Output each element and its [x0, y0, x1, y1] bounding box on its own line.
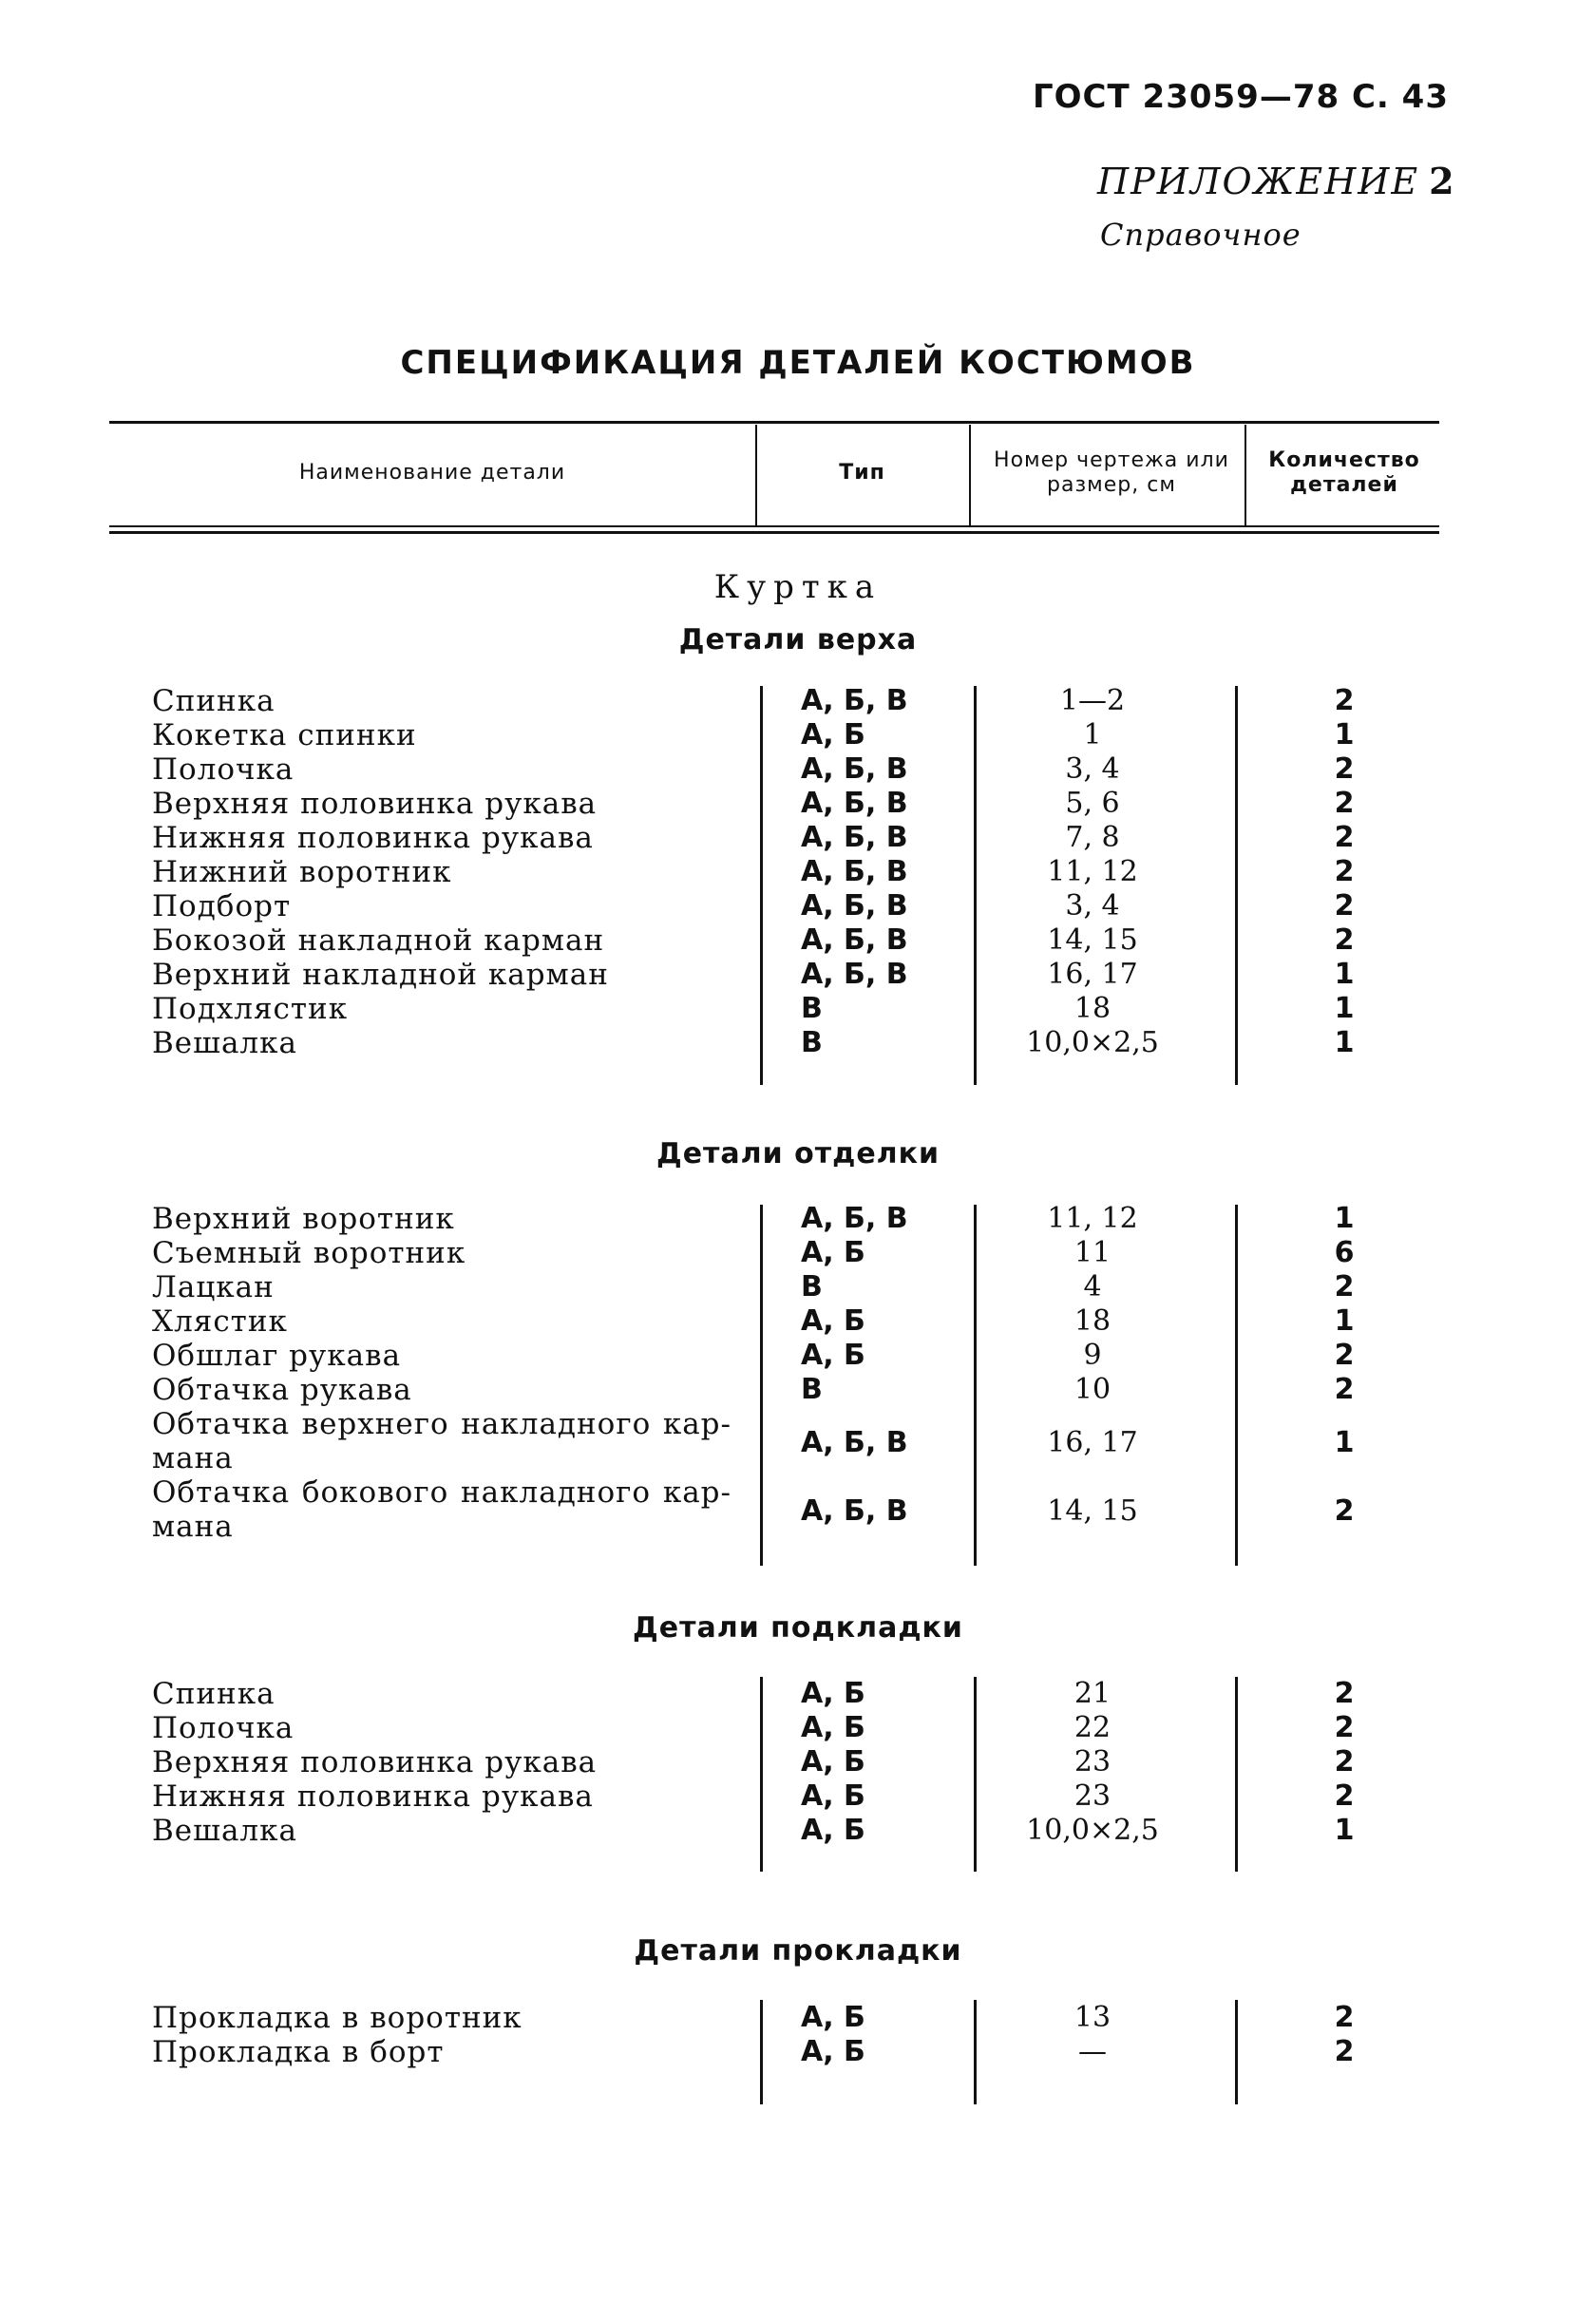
drawing-number: 16, 17: [1047, 1426, 1138, 1459]
drawing-number: 10: [1074, 1373, 1112, 1406]
drawing-number: 14, 15: [1047, 923, 1138, 957]
part-quantity: 2: [1334, 1494, 1355, 1528]
table-row: [0, 958, 1596, 992]
part-type: А, Б: [801, 2035, 865, 2068]
table-row: [0, 923, 1596, 958]
part-name: Съемный воротник: [152, 1236, 466, 1270]
document-code: ГОСТ 23059—78 С. 43: [1032, 78, 1449, 116]
part-quantity: 1: [1334, 1026, 1355, 1059]
part-name: Полочка: [152, 1711, 294, 1745]
header-divider: [969, 425, 971, 525]
table-row: [0, 1745, 1596, 1779]
part-quantity: 2: [1334, 923, 1355, 957]
part-quantity: 2: [1334, 1373, 1355, 1406]
part-type: В: [801, 992, 823, 1025]
part-name: Вешалка: [152, 1814, 297, 1848]
part-type: А, Б: [801, 1236, 865, 1269]
part-name: Подборт: [152, 889, 292, 923]
column-header-number: Номер чертежа или размер, см: [994, 448, 1229, 497]
drawing-number: 3, 4: [1065, 752, 1120, 786]
part-name: Вешалка: [152, 1026, 297, 1060]
table-row: [0, 752, 1596, 787]
appendix-heading: [1097, 160, 1456, 202]
appendix-number: 2: [1429, 160, 1456, 202]
table-row: [0, 855, 1596, 889]
drawing-number: 13: [1074, 2001, 1112, 2034]
part-quantity: 2: [1334, 1270, 1355, 1303]
part-quantity: 2: [1334, 684, 1355, 717]
part-name: Кокетка спинки: [152, 718, 417, 752]
appendix-label: ПРИЛОЖЕНИЕ: [1097, 161, 1420, 202]
drawing-number: 18: [1074, 1304, 1112, 1338]
drawing-number: 4: [1083, 1270, 1102, 1303]
part-name: Обтачка рукава: [152, 1373, 412, 1407]
part-name: Обтачка бокового накладного кар-мана: [152, 1475, 732, 1544]
drawing-number: 23: [1074, 1779, 1112, 1813]
drawing-number: 14, 15: [1047, 1494, 1138, 1528]
part-quantity: 1: [1334, 718, 1355, 751]
drawing-number: 9: [1083, 1339, 1102, 1372]
table-row: [0, 1475, 1596, 1544]
part-quantity: 2: [1334, 1677, 1355, 1710]
table-row: [0, 684, 1596, 718]
table-row: [0, 1339, 1596, 1373]
table-row: [0, 1677, 1596, 1711]
part-name: Хлястик: [152, 1304, 288, 1339]
drawing-number: 1—2: [1059, 684, 1126, 717]
part-type: А, Б, В: [801, 787, 908, 820]
table-row: [0, 1202, 1596, 1236]
part-quantity: 1: [1334, 992, 1355, 1025]
part-name: Прокладка в воротник: [152, 2001, 522, 2035]
table-row: [0, 718, 1596, 752]
drawing-number: 11: [1074, 1236, 1112, 1269]
part-name: Нижний воротник: [152, 855, 452, 889]
table-row: [0, 787, 1596, 821]
part-type: А, Б, В: [801, 1494, 908, 1528]
part-name: Верхний воротник: [152, 1202, 455, 1236]
page-title: СПЕЦИФИКАЦИЯ ДЕТАЛЕЙ КОСТЮМОВ: [400, 344, 1196, 382]
drawing-number: 10,0×2,5: [1026, 1026, 1159, 1059]
table-row: [0, 1304, 1596, 1339]
drawing-number: 11, 12: [1047, 1202, 1138, 1235]
part-type: А, Б, В: [801, 1202, 908, 1235]
part-name: Верхний накладной карман: [152, 958, 609, 992]
part-quantity: 2: [1334, 2035, 1355, 2068]
table-row: [0, 1373, 1596, 1407]
part-quantity: 2: [1334, 2001, 1355, 2034]
drawing-number: 7, 8: [1065, 821, 1120, 854]
part-type: А, Б: [801, 1779, 865, 1813]
part-name: Обшлаг рукава: [152, 1339, 402, 1373]
part-name: Подхлястик: [152, 992, 349, 1026]
table-header-rule: [109, 525, 1439, 527]
part-quantity: 2: [1334, 787, 1355, 820]
part-type: А, Б, В: [801, 923, 908, 957]
table-row: [0, 992, 1596, 1026]
part-quantity: 2: [1334, 1779, 1355, 1813]
drawing-number: —: [1078, 2035, 1107, 2068]
column-header-name: Наименование детали: [298, 461, 566, 485]
product-title: Куртка: [713, 568, 883, 606]
table-row: [0, 1407, 1596, 1475]
part-quantity: 1: [1334, 1202, 1355, 1235]
table-row: [0, 1779, 1596, 1814]
part-type: А, Б: [801, 1304, 865, 1338]
part-type: В: [801, 1373, 823, 1406]
column-header-quantity: Количество деталей: [1268, 448, 1420, 497]
part-type: А, Б, В: [801, 684, 908, 717]
part-quantity: 1: [1334, 1304, 1355, 1338]
drawing-number: 22: [1074, 1711, 1112, 1744]
part-quantity: 2: [1334, 752, 1355, 786]
part-type: А, Б, В: [801, 889, 908, 923]
table-row: [0, 2001, 1596, 2035]
part-quantity: 1: [1334, 958, 1355, 991]
table-row: [0, 2035, 1596, 2069]
part-quantity: 2: [1334, 1711, 1355, 1744]
drawing-number: 18: [1074, 992, 1112, 1025]
part-type: А, Б: [801, 1339, 865, 1372]
part-type: А, Б: [801, 1677, 865, 1710]
part-quantity: 2: [1334, 855, 1355, 888]
table-row: [0, 1270, 1596, 1304]
part-type: А, Б: [801, 1711, 865, 1744]
drawing-number: 5, 6: [1065, 787, 1120, 820]
part-name: Обтачка верхнего накладного кар-мана: [152, 1407, 732, 1475]
part-type: А, Б: [801, 718, 865, 751]
table-header: [109, 421, 1439, 535]
table-row: [0, 889, 1596, 923]
appendix-reference: Справочное: [1100, 217, 1302, 253]
section-title: Детали прокладки: [634, 1934, 962, 1968]
part-name: Верхняя половинка рукава: [152, 1745, 598, 1779]
drawing-number: 11, 12: [1047, 855, 1138, 888]
part-name: Спинка: [152, 1677, 276, 1711]
part-type: А, Б, В: [801, 855, 908, 888]
part-quantity: 2: [1334, 1339, 1355, 1372]
part-name: Верхняя половинка рукава: [152, 787, 598, 821]
drawing-number: 1: [1083, 718, 1102, 751]
part-type: А, Б: [801, 2001, 865, 2034]
part-type: А, Б, В: [801, 821, 908, 854]
part-type: В: [801, 1270, 823, 1303]
section-title: Детали верха: [678, 623, 918, 656]
part-type: В: [801, 1026, 823, 1059]
drawing-number: 16, 17: [1047, 958, 1138, 991]
section-title: Детали подкладки: [633, 1611, 963, 1645]
header-divider: [1244, 425, 1246, 525]
part-type: А, Б, В: [801, 1426, 908, 1459]
drawing-number: 21: [1074, 1677, 1112, 1710]
drawing-number: 10,0×2,5: [1026, 1814, 1159, 1847]
part-name: Бокозой накладной карман: [152, 923, 605, 958]
part-quantity: 6: [1334, 1236, 1355, 1269]
part-name: Прокладка в борт: [152, 2035, 445, 2069]
part-name: Лацкан: [152, 1270, 275, 1304]
table-row: [0, 1814, 1596, 1848]
part-type: А, Б: [801, 1745, 865, 1779]
part-type: А, Б, В: [801, 958, 908, 991]
section-title: Детали отделки: [656, 1137, 940, 1170]
table-header-rule: [109, 531, 1439, 534]
part-quantity: 2: [1334, 889, 1355, 923]
table-row: [0, 1236, 1596, 1270]
drawing-number: 23: [1074, 1745, 1112, 1779]
part-name: Полочка: [152, 752, 294, 787]
part-quantity: 2: [1334, 821, 1355, 854]
part-name: Спинка: [152, 684, 276, 718]
part-name: Нижняя половинка рукава: [152, 821, 594, 855]
table-row: [0, 1026, 1596, 1060]
table-row: [0, 1711, 1596, 1745]
part-quantity: 1: [1334, 1814, 1355, 1847]
part-quantity: 2: [1334, 1745, 1355, 1779]
part-name: Нижняя половинка рукава: [152, 1779, 594, 1814]
part-type: А, Б: [801, 1814, 865, 1847]
part-type: А, Б, В: [801, 752, 908, 786]
column-header-type: Тип: [839, 461, 885, 485]
part-quantity: 1: [1334, 1426, 1355, 1459]
drawing-number: 3, 4: [1065, 889, 1120, 923]
table-row: [0, 821, 1596, 855]
